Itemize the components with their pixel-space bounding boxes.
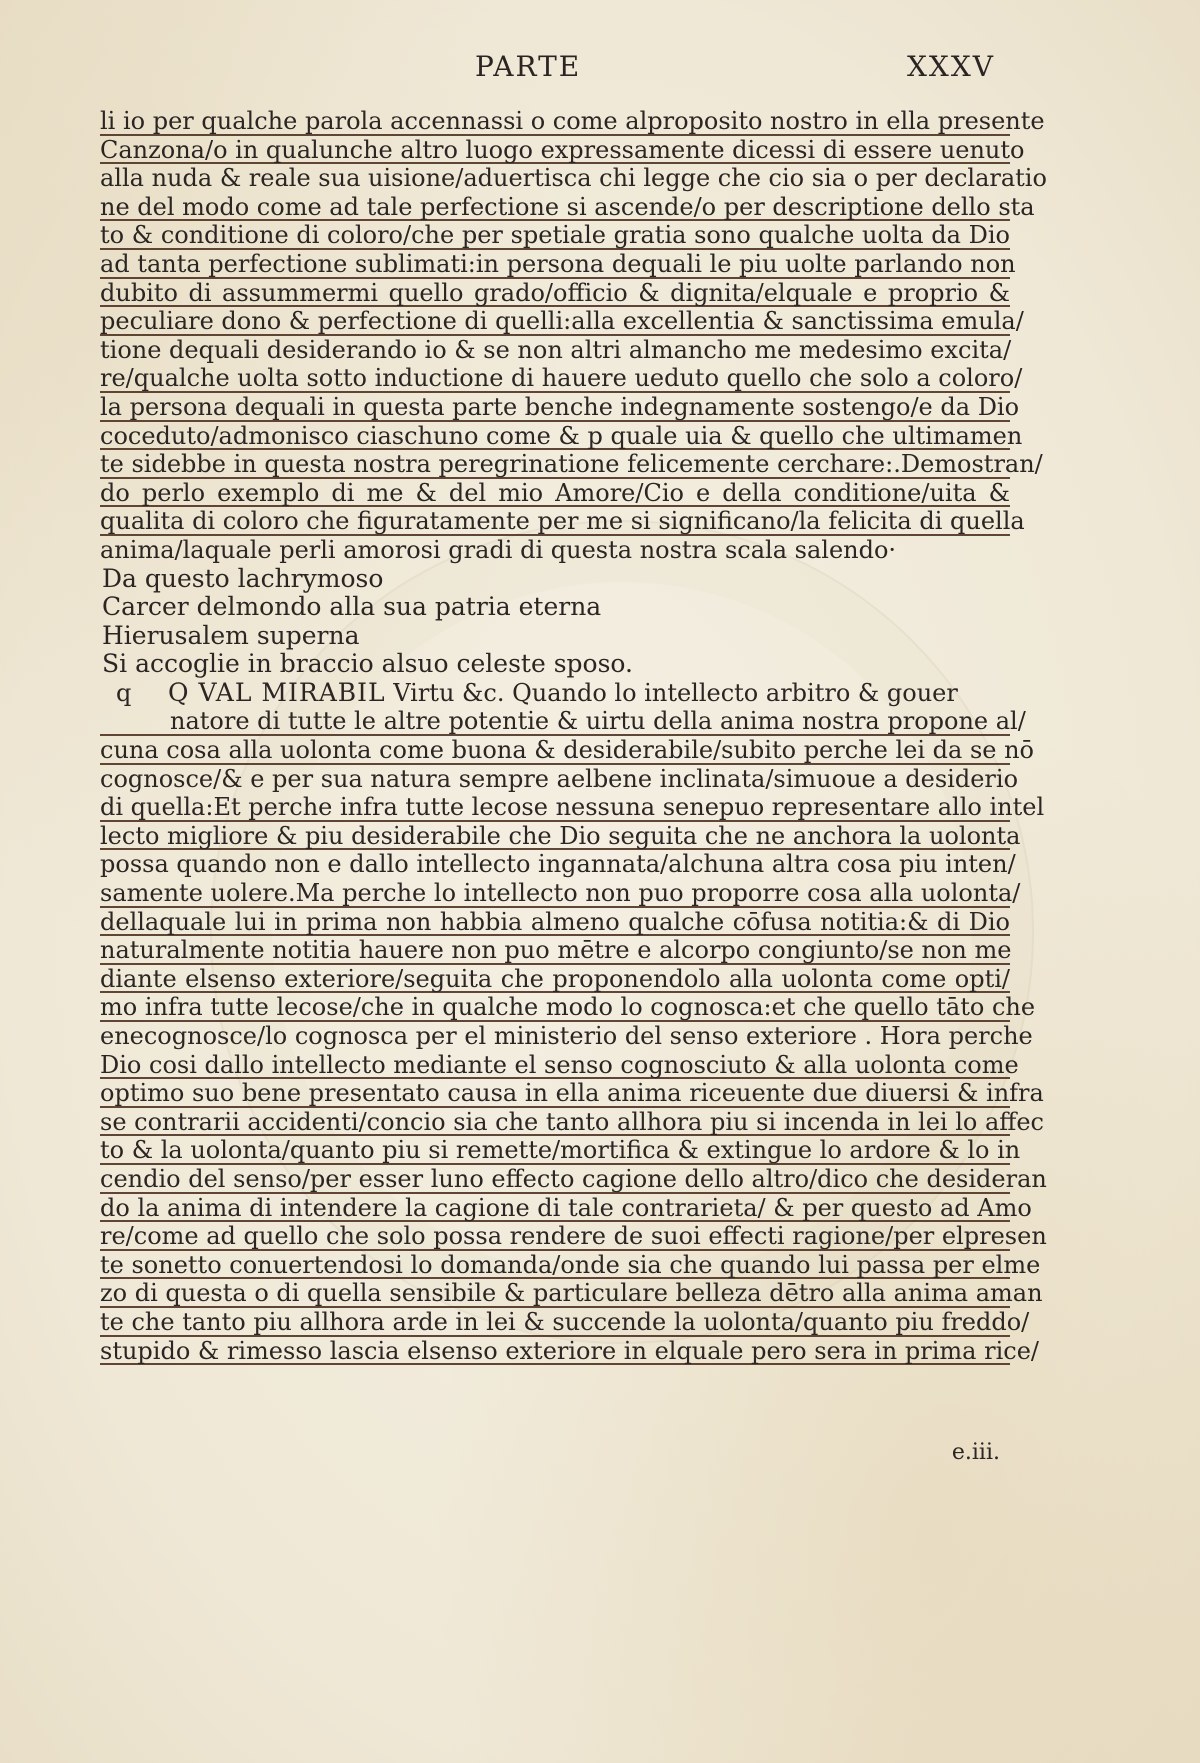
text-line: enecognosce/lo cognosca per el ministerio del senso exteriore . Hora perche: [100, 1022, 1033, 1050]
text-line: li io per qualche parola accennassi o come alproposito nostro in ella presente: [100, 107, 1045, 135]
text-line: peculiare dono & perfectione di quelli:alla excellentia & sanctissima emula/: [100, 307, 1024, 336]
text-line: optimo suo bene presentato causa in ella anima riceuente due diuersi & infra: [100, 1079, 1044, 1108]
text-line: te sidebbe in questa nostra peregrinatione felicemente cerchare:.Demostran/: [100, 450, 1043, 479]
text-line: di quella:Et perche infra tutte lecose nessuna senepuo representare allo intel: [100, 793, 1045, 822]
lemma-capitals: Q VAL MIRABIL: [168, 677, 386, 707]
folio-number: XXXV: [906, 50, 995, 83]
text-line: Canzona/o in qualunche altro luogo expressamente dicessi di essere uenuto: [100, 135, 1025, 164]
text-line: qualita di coloro che figuratamente per me si significano/la felicita di quella: [100, 507, 1025, 536]
lemma-text: Virtu &c. Quando lo intellecto arbitro & gouer: [385, 678, 958, 707]
text-line: cendio del senso/per esser luno effecto cagione dello altro/dico che desideran: [100, 1164, 1047, 1193]
verse-line: Da questo lachrymoso: [102, 563, 384, 593]
text-line: cognosce/& e per sua natura sempre aelbene inclinata/simuoue a desiderio: [100, 764, 1019, 793]
text-line: ne del modo come ad tale perfectione si ascende/o per descriptione dello sta: [100, 192, 1035, 221]
text-line: samente uolere.Ma perche lo intellecto non puo proporre cosa alla uolonta/: [100, 879, 1021, 908]
text-line: zo di questa o di quella sensibile & particulare belleza dētro alla anima aman: [100, 1279, 1043, 1308]
lemma-line: [100, 679, 1010, 708]
text-line: cuna cosa alla uolonta come buona & desiderabile/subito perche lei da se nō: [100, 736, 1034, 765]
text-line: ad tanta perfectione sublimati:in persona dequali le piu uolte parlando non: [100, 249, 1016, 278]
signature-mark: e.iii.: [951, 1440, 1000, 1465]
verse-line: Carcer delmondo alla sua patria eterna: [102, 592, 602, 622]
text-line: la persona dequali in questa parte benche indegnamente sostengo/e da Dio: [100, 392, 1020, 421]
text-line: te che tanto piu allhora arde in lei & succende la uolonta/quanto piu freddo/: [100, 1307, 1030, 1336]
text-line: re/qualche uolta sotto inductione di hauere ueduto quello che solo a coloro/: [100, 364, 1023, 393]
text-line: stupido & rimesso lascia elsenso exteriore in elquale pero sera in prima rice/: [100, 1336, 1039, 1365]
text-line: mo infra tutte lecose/che in qualche modo lo cognosca:et che quello tāto che: [100, 993, 1036, 1022]
text-line: anima/laquale perli amorosi gradi di questa nostra scala salendo·: [100, 535, 897, 564]
running-header: [95, 50, 995, 90]
text-line: possa quando non e dallo intellecto ingannata/alchuna altra cosa piu inten/: [100, 850, 1016, 879]
text-line: diante elsenso exteriore/seguita che proponendolo alla uolonta come opti/: [100, 964, 1010, 993]
text-line: natore di tutte le altre potentie & uirtu della anima nostra propone al/: [100, 707, 1010, 736]
text-line: dubito di assummermi quello grado/officio & dignita/elquale e proprio &: [100, 278, 1010, 307]
text-line: se contrarii accidenti/concio sia che tanto allhora piu si incenda in lei lo affec: [100, 1107, 1044, 1136]
running-title: PARTE: [475, 50, 582, 83]
text-line: alla nuda & reale sua uisione/aduertisca chi legge che cio sia o per declaratio: [100, 164, 1047, 193]
text-line: to & la uolonta/quanto piu si remette/mortifica & extingue lo ardore & lo in: [100, 1136, 1021, 1165]
text-line: dellaquale lui in prima non habbia almeno qualche cōfusa notitia:& di Dio: [100, 907, 1010, 936]
text-line: coceduto/admonisco ciaschuno come & p quale uia & quello che ultimamen: [100, 421, 1023, 450]
guide-letter: q: [116, 678, 132, 707]
verse-line: Si accoglie in braccio alsuo celeste sposo.: [102, 649, 633, 679]
text-line: do perlo exemplo di me & del mio Amore/Cio e della conditione/uita &: [100, 478, 1010, 507]
text-line: te sonetto conuertendosi lo domanda/onde sia che quando lui passa per elme: [100, 1250, 1041, 1279]
text-line: lecto migliore & piu desiderabile che Dio seguita che ne anchora la uolonta: [100, 821, 1021, 850]
verse-line: Hierusalem superna: [102, 620, 360, 650]
commentary-text: [100, 107, 1047, 1365]
text-line: re/come ad quello che solo possa rendere de suoi effecti ragione/per elpresen: [100, 1222, 1047, 1251]
text-line: do la anima di intendere la cagione di tale contrarieta/ & per questo ad Amo: [100, 1193, 1032, 1222]
text-line: naturalmente notitia hauere non puo mētre e alcorpo congiunto/se non me: [100, 936, 1012, 965]
text-line: Dio cosi dallo intellecto mediante el senso cognosciuto & alla uolonta come: [100, 1050, 1019, 1079]
text-line: to & conditione di coloro/che per spetiale gratia sono qualche uolta da Dio: [100, 221, 1010, 250]
text-line: tione dequali desiderando io & se non altri almancho me medesimo excita/: [100, 335, 1012, 364]
